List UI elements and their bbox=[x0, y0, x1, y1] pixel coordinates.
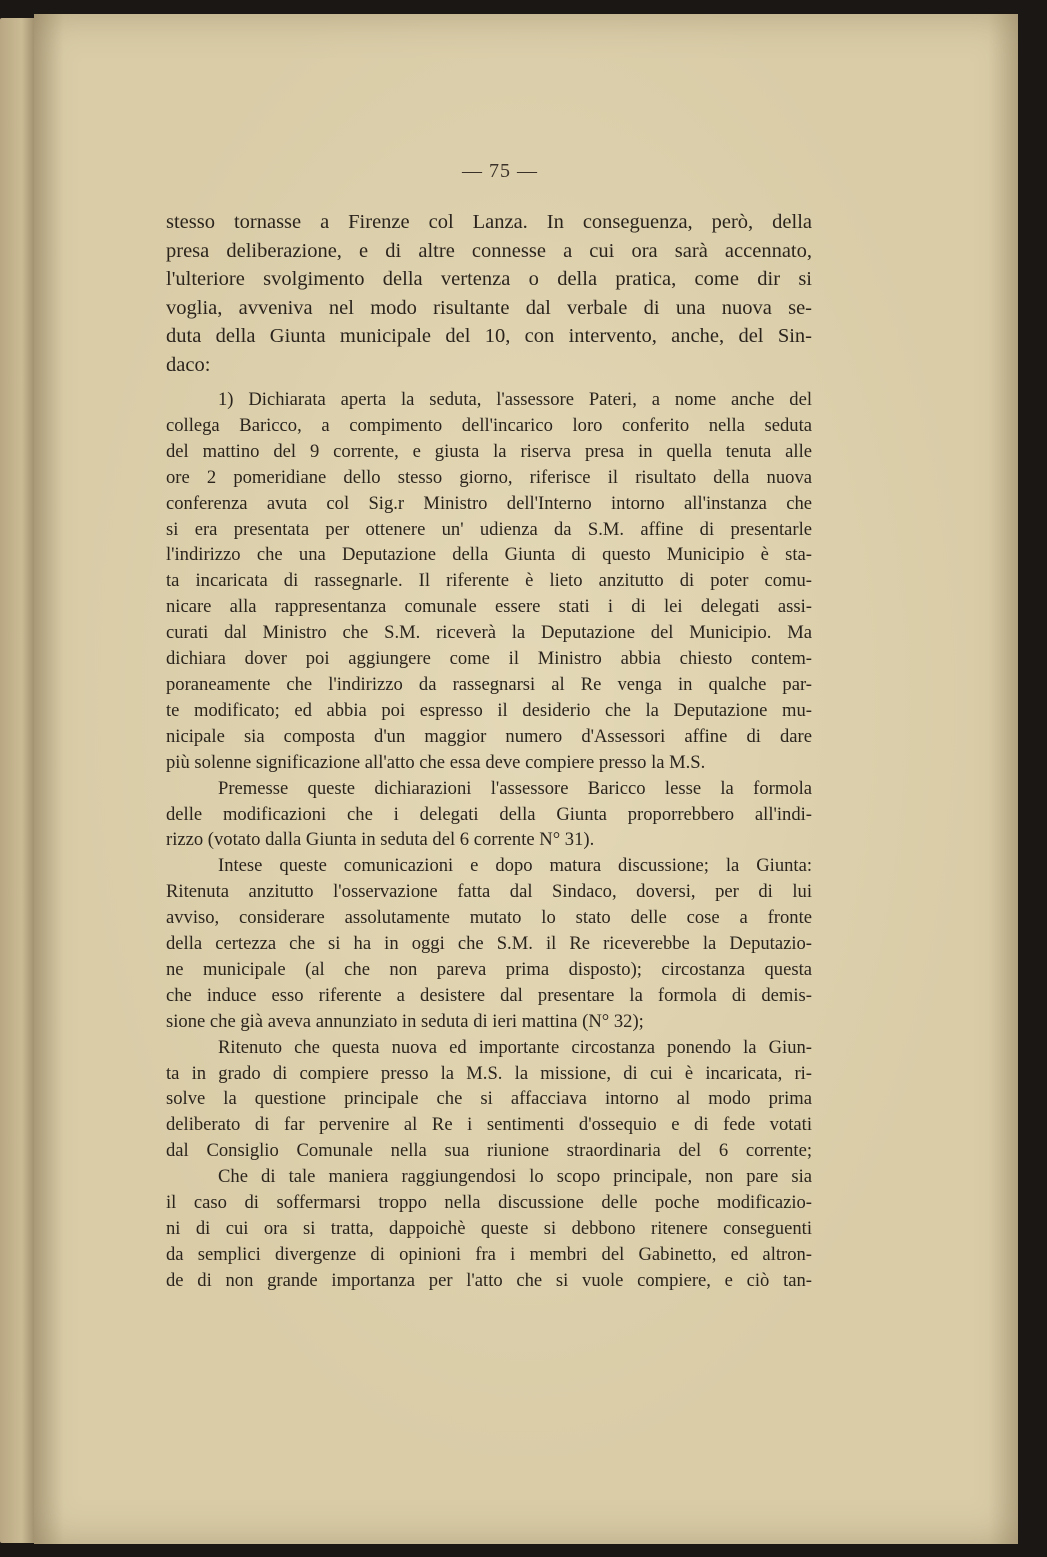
text-line: Intese queste comunicazioni e dopo matura discussione; la Giunta: bbox=[218, 855, 812, 877]
text-line: presa deliberazione, e di altre connesse a cui ora sarà accennato, bbox=[166, 239, 812, 262]
text-line: Che di tale maniera raggiungendosi lo scopo principale, non pare sia bbox=[218, 1166, 812, 1188]
text-line: il caso di soffermarsi troppo nella discussione delle poche modificazio- bbox=[166, 1192, 812, 1214]
text-line: ni di cui ora si tratta, dappoichè queste si debbono ritenere conseguenti bbox=[166, 1218, 812, 1239]
text-line: si era presentata per ottenere un' udienza da S.M. affine di presentarle bbox=[166, 518, 812, 540]
text-line: daco: bbox=[166, 353, 211, 376]
intro-paragraph bbox=[166, 208, 812, 379]
text-line: collega Baricco, a compimento dell'incarico loro conferito nella seduta bbox=[166, 414, 812, 436]
text-line: Ritenuto che questa nuova ed importante circostanza ponendo la Giun- bbox=[218, 1036, 812, 1058]
text-line: stesso tornasse a Firenze col Lanza. In conseguenza, però, della bbox=[166, 211, 812, 233]
text-line: l'indirizzo che una Deputazione della Giunta di questo Municipio è sta- bbox=[166, 544, 812, 566]
text-line: delle modificazioni che i delegati della Giunta proporrebbero all'indi- bbox=[166, 803, 812, 825]
text-line: l'ulteriore svolgimento della vertenza o della pratica, come dir si bbox=[166, 268, 812, 290]
text-line: da semplici divergenze di opinioni fra i membri del Gabinetto, ed altron- bbox=[166, 1243, 812, 1265]
text-line: 1) Dichiarata aperta la seduta, l'assessore Pateri, a nome anche del bbox=[218, 389, 812, 410]
text-line: duta della Giunta municipale del 10, con intervento, anche, del Sin- bbox=[166, 325, 812, 347]
text-line: te modificato; ed abbia poi espresso il desiderio che la Deputazione mu- bbox=[166, 699, 812, 721]
text-line: del mattino del 9 corrente, e giusta la riserva presa in quella tenuta alle bbox=[166, 440, 812, 462]
text-line: più solenne significazione all'atto che essa deve compiere presso la M.S. bbox=[166, 751, 706, 773]
text-line: nicipale sia composta d'un maggior numero d'Assessori affine di dare bbox=[166, 725, 812, 747]
text-line: de di non grande importanza per l'atto che si vuole compiere, e ciò tan- bbox=[166, 1269, 812, 1291]
text-line: poraneamente che l'indirizzo da rassegnarsi al Re venga in qualche par- bbox=[166, 673, 812, 695]
text-line: ta incaricata di rassegnarle. Il riferente è lieto anzitutto di poter comu- bbox=[166, 570, 812, 592]
text-line: ne municipale (al che non pareva prima disposto); circostanza questa bbox=[166, 958, 812, 980]
text-line: rizzo (votato dalla Giunta in seduta del 6 corrente N° 31). bbox=[166, 829, 595, 851]
text-line: curati dal Ministro che S.M. riceverà la Deputazione del Municipio. Ma bbox=[166, 622, 812, 644]
text-line: sione che già aveva annunziato in seduta di ieri mattina (N° 32); bbox=[166, 1010, 644, 1032]
text-line: della certezza che si ha in oggi che S.M. il Re riceverebbe la Deputazio- bbox=[166, 933, 812, 955]
page-body bbox=[166, 208, 812, 1294]
text-line: nicare alla rappresentanza comunale essere stati i di lei delegati assi- bbox=[166, 596, 812, 618]
text-line: avviso, considerare assolutamente mutato lo stato delle cose a fronte bbox=[166, 907, 812, 929]
text-line: ore 2 pomeridiane dello stesso giorno, riferisce il risultato della nuova bbox=[166, 466, 812, 488]
text-line: dal Consiglio Comunale nella sua riunione straordinaria del 6 corrente; bbox=[166, 1140, 812, 1162]
text-line: che induce esso riferente a desistere dal presentare la formola di demis- bbox=[166, 984, 812, 1006]
text-line: Ritenuta anzitutto l'osservazione fatta dal Sindaco, doversi, per di lui bbox=[166, 881, 812, 903]
text-line: voglia, avveniva nel modo risultante dal verbale di una nuova se- bbox=[166, 296, 812, 319]
text-line: ta in grado di compiere presso la M.S. la missione, di cui è incaricata, ri- bbox=[166, 1062, 812, 1084]
page-number: — 75 — bbox=[462, 160, 538, 182]
text-line: solve la questione principale che si affacciava intorno al modo prima bbox=[166, 1088, 812, 1110]
text-line: deliberato di far pervenire al Re i sentimenti d'ossequio e di fede votati bbox=[166, 1114, 812, 1136]
text-line: conferenza avuta col Sig.r Ministro dell'Interno intorno all'instanza che bbox=[166, 492, 812, 514]
previous-page-edge bbox=[0, 18, 36, 1543]
text-line: dichiara dover poi aggiungere come il Ministro abbia chiesto contem- bbox=[166, 648, 812, 670]
text-line: Premesse queste dichiarazioni l'assessore Baricco lesse la formola bbox=[218, 777, 812, 799]
minutes-text bbox=[166, 387, 812, 1294]
